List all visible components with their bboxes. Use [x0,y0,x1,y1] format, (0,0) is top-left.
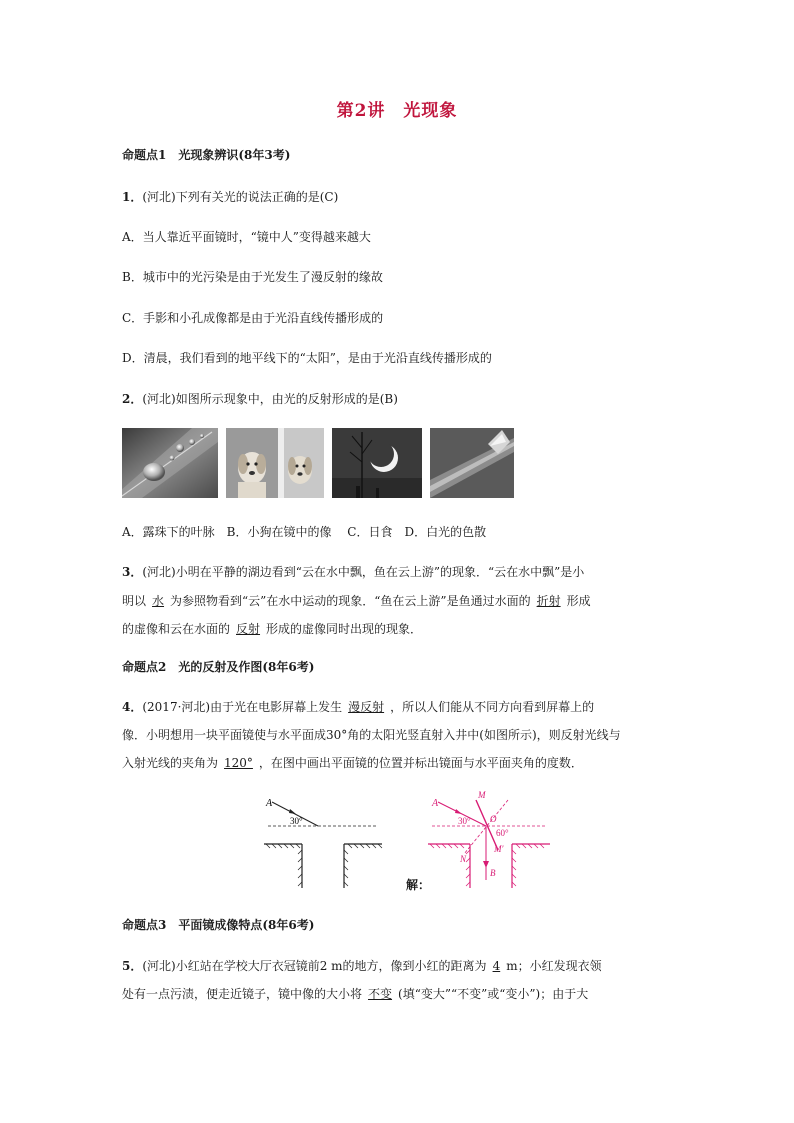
question-1-stem [122,188,338,205]
question-3-line-2 [122,592,591,609]
text-fragment: 处有一点污渍，便走近镜子，镜中像的大小将 [122,987,363,1001]
text-fragment: 为参照物看到“云”在水中运动的现象．“鱼在云上游”是鱼通过水面的 [170,594,531,608]
label-m-prime: M′ [494,844,504,854]
answer-blank: 漫反射 [348,700,385,714]
question-number: 4． [122,700,143,714]
well-diagram-answer [424,790,554,890]
section-heading-2: 命题点2 光的反射及作图(8年6考) [122,660,315,674]
question-text: (河北)如图所示现象中，由光的反射形成的是(B) [142,392,398,406]
question-text: (河北)下列有关光的说法正确的是(C) [142,190,339,204]
page-title: 第2讲 光现象 [336,101,458,121]
well-walls [428,844,550,888]
answer-blank: 水 [152,594,165,608]
photo-light-dispersion [430,428,514,498]
text-fragment: 形成的虚像同时出现的现象． [266,622,423,636]
q1-option-b: B．城市中的光污染是由于光发生了漫反射的缘故 [122,270,383,284]
question-4-line-3 [122,754,583,771]
q2-options: A．露珠下的叶脉 B．小狗在镜中的像 C．日食 D．白光的色散 [122,525,487,539]
answer-blank: 反射 [236,622,261,636]
answer-blank: 不变 [368,987,393,1001]
answer-blank: 120° [224,756,253,770]
text-fragment: (河北)小红站在学校大厅衣冠镜前2 m的地方，像到小红的距离为 [142,959,487,973]
reflected-arrow [483,861,489,868]
well-diagram-question [260,790,390,890]
label-o: O [490,814,497,824]
text-fragment: 形成 [566,594,591,608]
mirror-line [476,800,498,850]
photo-dog-mirror [226,428,324,498]
question-5-line-2 [122,985,588,1002]
answer-blank: 4 [492,959,501,973]
question-number: 5． [122,959,143,973]
photo-solar-eclipse [332,428,422,498]
text-fragment: 的虚像和云在水面的 [122,622,231,636]
question-3-line-1 [122,563,584,580]
angle-label-60: 60° [496,828,509,838]
section-heading-3: 命题点3 平面镜成像特点(8年6考) [122,918,315,932]
question-number: 1． [122,190,143,204]
text-fragment: (填“变大”“不变”或“变小”)；由于大 [398,987,589,1001]
label-a: A [266,798,273,809]
answer-label: 解： [406,878,431,892]
text-fragment: (2017·河北)由于光在电影屏幕上发生 [142,700,343,714]
question-3-line-3 [122,620,422,637]
section-heading-1: 命题点1 光现象辨识(8年3考) [122,148,291,162]
label-m: M [478,790,486,800]
angle-label-30: 30° [458,816,471,826]
question-4-line-2: 像．小明想用一块平面镜使与水平面成30°角的太阳光竖直射入井中(如图所示)，则反射光线与 [122,728,621,742]
incident-arrow [455,809,462,814]
question-5-line-1 [122,957,602,974]
question-text: (河北)小明在平静的湖边看到“云在水中飘，鱼在云上游”的现象．“云在水中飘”是小 [142,565,585,579]
answer-blank: 折射 [536,594,561,608]
q1-option-d: D．清晨，我们看到的地平线下的“太阳”，是由于光沿直线传播形成的 [122,351,492,365]
label-n: N [460,854,467,864]
text-fragment: 明以 [122,594,147,608]
question-number: 2． [122,392,143,406]
question-2-stem [122,390,398,407]
q1-option-a: A．当人靠近平面镜时，“镜中人”变得越来越大 [122,230,371,244]
text-fragment: ，在图中画出平面镜的位置并标出镜面与水平面夹角的度数． [258,756,583,770]
text-fragment: 入射光线的夹角为 [122,756,219,770]
angle-label: 30° [290,816,303,826]
question-number: 3． [122,565,143,579]
text-fragment: ，所以人们能从不同方向看到屏幕上的 [390,700,595,714]
label-a: A [432,798,439,809]
text-fragment: m；小红发现衣领 [506,959,602,973]
well-walls [264,844,382,888]
label-b: B [490,868,496,878]
question-4-line-1 [122,698,594,715]
ray-arrow [289,809,296,814]
photo-dew-leaf [122,428,218,498]
q1-option-c: C．手影和小孔成像都是由于光沿直线传播形成的 [122,311,384,325]
question-2-photos [122,428,514,498]
